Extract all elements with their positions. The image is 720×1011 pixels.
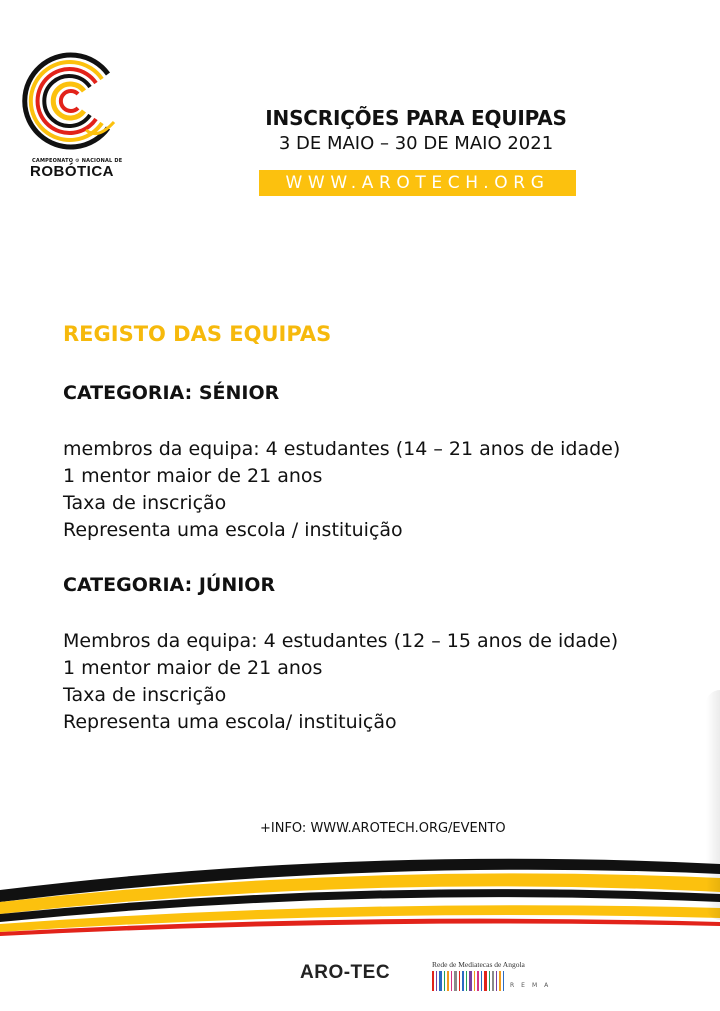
more-info-link[interactable]: +INFO: WWW.AROTECH.ORG/EVENTO: [260, 821, 506, 836]
website-link[interactable]: WWW.AROTECH.ORG: [259, 170, 576, 196]
list-item: Representa uma escola / instituição: [63, 519, 403, 541]
section-title: REGISTO DAS EQUIPAS: [63, 322, 332, 346]
arotec-logo: ARO-TEC: [300, 962, 391, 983]
list-item: Representa uma escola/ instituição: [63, 711, 397, 733]
list-item: membros da equipa: 4 estudantes (14 – 21 anos de idade): [63, 438, 621, 460]
rema-word: REMA: [510, 982, 556, 989]
c-rings-icon: [16, 52, 128, 152]
logo-subtitle: CAMPEONATO ⚙ NACIONAL DE: [32, 158, 123, 164]
decorative-waves: [0, 852, 720, 942]
junior-requirements-list: [63, 628, 618, 736]
category-senior-title: CATEGORIA: SÉNIOR: [63, 382, 280, 404]
list-item: Taxa de inscrição: [63, 684, 227, 706]
page-edge-shadow: [706, 690, 720, 920]
header: [230, 104, 602, 156]
page-title: INSCRIÇÕES PARA EQUIPAS: [265, 106, 567, 130]
championship-logo: [16, 52, 128, 180]
list-item: 1 mentor maior de 21 anos: [63, 657, 323, 679]
list-item: Taxa de inscrição: [63, 492, 227, 514]
list-item: 1 mentor maior de 21 anos: [63, 465, 323, 487]
logo-title: ROBÓTICA: [30, 163, 114, 180]
rema-logo: [432, 960, 562, 992]
category-junior-title: CATEGORIA: JÚNIOR: [63, 574, 276, 596]
senior-requirements-list: [63, 436, 620, 544]
registration-dates: 3 DE MAIO – 30 DE MAIO 2021: [278, 133, 554, 154]
rema-label: Rede de Mediatecas de Angola: [432, 960, 525, 969]
list-item: Membros da equipa: 4 estudantes (12 – 15 anos de idade): [63, 630, 619, 652]
